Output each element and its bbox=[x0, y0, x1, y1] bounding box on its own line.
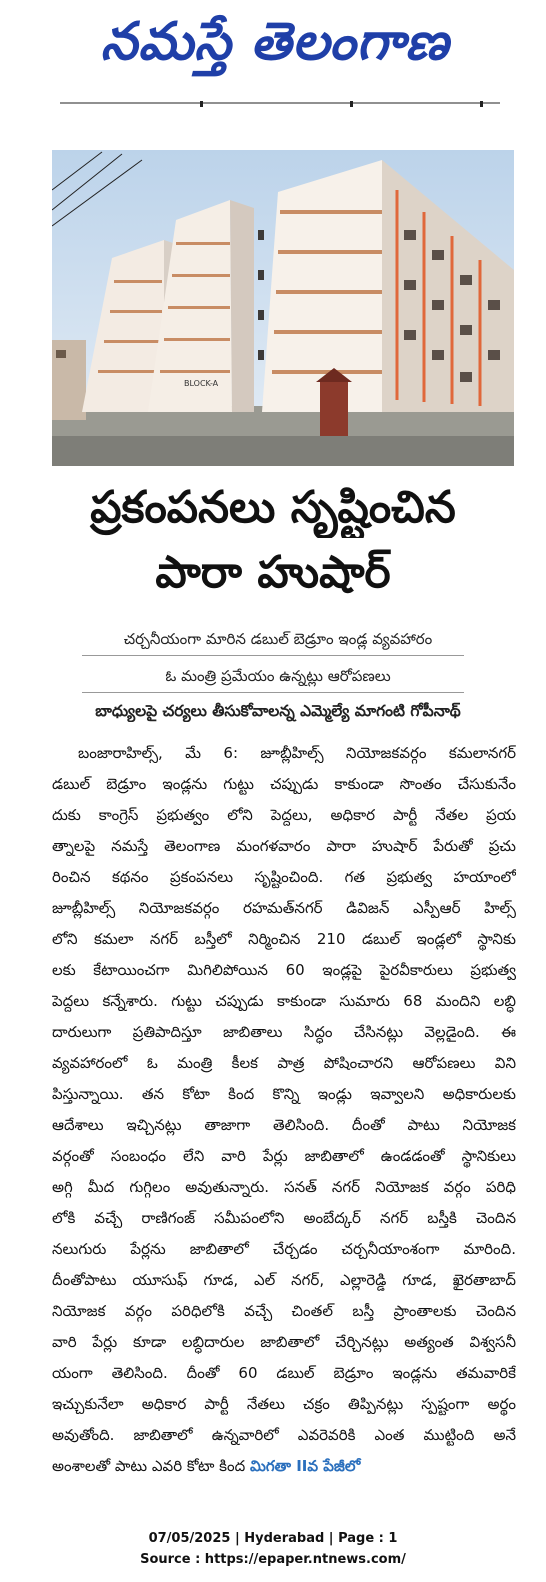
block-label: BLOCK-A bbox=[184, 379, 219, 388]
story-line-text: వారి పేర్లు కూడా లబ్ధిదారుల జాబితాలో చేర్చినట్లు అత్యంత విశ్వసనీ bbox=[52, 1333, 516, 1351]
story-line-text: ఆదేశాలు ఇచ్చినట్లు తాజాగా తెలిసింది. దీంతో పాటు నియోజక bbox=[52, 1116, 516, 1134]
story-line-text: యంగా తెలిసింది. దీంతో 60 డబుల్ బెడ్రూం ఇండ్లను తమవారికే bbox=[52, 1364, 516, 1382]
story-line bbox=[52, 1451, 516, 1482]
story-line bbox=[52, 769, 516, 800]
masthead-rule bbox=[60, 92, 500, 98]
story-line bbox=[52, 1079, 516, 1110]
news-photo bbox=[52, 150, 514, 466]
story-line-text: పెద్దలు కన్నేశారు. గుట్టు చప్పుడు కాకుండా సుమారు 68 మందిని లబ్ధి bbox=[52, 992, 516, 1010]
story-line-text: వర్గంతో సంబంధం లేని వారి పేర్లు జాబితాలో ఉండడంతో స్థానికులు bbox=[52, 1147, 516, 1165]
subhead-2: ఓ మంత్రి ప్రమేయం ఉన్నట్లు ఆరోపణలు bbox=[165, 667, 391, 685]
continued-on-page-link[interactable]: మిగతా IIవ పేజీలో bbox=[249, 1457, 361, 1475]
story-line bbox=[52, 1420, 516, 1451]
apartment-buildings-image bbox=[52, 150, 514, 466]
story-line bbox=[52, 1327, 516, 1358]
story-line-text: అంశాలతో పాటు ఎవరి కోటా కింద bbox=[52, 1457, 246, 1475]
story-line bbox=[52, 1110, 516, 1141]
subhead-1: చర్చనీయంగా మారిన డబుల్ బెడ్రూం ఇండ్ల వ్యవహారం bbox=[123, 630, 433, 648]
story-line-text: నియోజక వర్గం పరిధిలోకి వచ్చే చింతల్ బస్తీ ప్రాంతాలకు చెందిన bbox=[52, 1302, 516, 1320]
story-line-text: అవుతోంది. జాబితాలో ఉన్నవారిలో ఎవరెవరికి ఎంత ముట్టింది అనే bbox=[52, 1426, 516, 1444]
story-line bbox=[52, 862, 516, 893]
story-line-text: వ్యవహారంలో ఓ మంత్రి కీలక పాత్ర పోషించారని ఆరోపణలు విని bbox=[52, 1054, 516, 1072]
story-line bbox=[52, 955, 516, 986]
story-line-text: అగ్గి మీద గుగ్గిలం అవుతున్నారు. సనత్ నగర్ నియోజక వర్గం పరిధి bbox=[52, 1178, 516, 1196]
story-line bbox=[52, 1234, 516, 1265]
story-line-text: లోకి వచ్చే రాణిగంజ్ సమీపంలోని అంబేద్కర్ నగర్ బస్తీకి చెందిన bbox=[52, 1209, 516, 1227]
story-line bbox=[52, 893, 516, 924]
story-line bbox=[52, 1172, 516, 1203]
headline-line-1: ప్రకంపనలు సృష్టించిన bbox=[90, 482, 456, 533]
newspaper-logo: నమస్తే తెలంగాణ bbox=[100, 12, 450, 72]
footer-source: Source : https://epaper.ntnews.com/ bbox=[140, 1552, 406, 1567]
story-line bbox=[52, 738, 516, 769]
subhead-divider bbox=[82, 692, 464, 693]
story-line bbox=[52, 1296, 516, 1327]
story-line bbox=[52, 1265, 516, 1296]
story-line-text: బంజారాహిల్స్, మే 6: జూబ్లీహిల్స్ నియోజకవర్గం కమలానగర్ bbox=[78, 744, 516, 762]
story-line-text: దుకు కాంగ్రెస్ ప్రభుత్వం లోని పెద్దలు, అధికార పార్టీ నేతల ప్రయ bbox=[52, 806, 516, 824]
story-line bbox=[52, 1017, 516, 1048]
story-line-text: దారులుగా ప్రతిపాదిస్తూ జాబితాలు సిద్ధం చేసినట్లు వెల్లడైంది. ఈ bbox=[52, 1023, 516, 1041]
story-line bbox=[52, 986, 516, 1017]
story-line-text: నలుగురు పేర్లను జాబితాలో చేర్చడం చర్చనీయాంశంగా మారింది. bbox=[52, 1240, 516, 1258]
story-line-text: లోని కమలా నగర్ బస్తీలో నిర్మించిన 210 డబుల్ ఇండ్లలో స్థానికు bbox=[52, 930, 516, 948]
story-line bbox=[52, 1389, 516, 1420]
subhead-3: బాధ్యులపై చర్యలు తీసుకోవాలన్న ఎమ్మెల్యే మాగంటి గోపీనాథ్ bbox=[95, 702, 461, 720]
story-line bbox=[52, 1203, 516, 1234]
story-line bbox=[52, 1358, 516, 1389]
story-line-text: డబుల్ బెడ్రూం ఇండ్లను గుట్టు చప్పుడు కాకుండా సొంతం చేసుకునేం bbox=[52, 775, 516, 793]
story-line bbox=[52, 831, 516, 862]
footer-edition-info: 07/05/2025 | Hyderabad | Page : 1 bbox=[148, 1531, 398, 1546]
masthead bbox=[0, 0, 546, 100]
story-line-text: త్నాలపై నమస్తే తెలంగాణ మంగళవారం పారా హుషార్ పేరుతో ప్రచు bbox=[52, 837, 516, 855]
story-line bbox=[52, 800, 516, 831]
story-line-text: పిస్తున్నాయి. తన కోటా కింద కొన్ని ఇండ్లు ఇవ్వాలని అధికారులకు bbox=[52, 1085, 516, 1103]
story-line-text: రించిన కథనం ప్రకంపనలు సృష్టించింది. గత ప్రభుత్వ హయాంలో bbox=[52, 868, 516, 886]
story-line-text: జూబ్లీహిల్స్ నియోజకవర్గం రహమత్‌నగర్ డివిజన్ ఎస్పీఆర్ హిల్స్ bbox=[52, 899, 516, 917]
story-line-text: దీంతోపాటు యూసుఫ్ గూడ, ఎల్ నగర్, ఎల్లారెడ్డి గూడ, ఖైరతాబాద్ bbox=[52, 1271, 516, 1289]
story-line-text: లకు కేటాయించగా మిగిలిపోయిన 60 ఇండ్లపై పైరవీకారులు ప్రభుత్వ bbox=[52, 961, 516, 979]
subhead-divider bbox=[82, 655, 464, 656]
story-body bbox=[52, 738, 516, 1482]
story-line bbox=[52, 1048, 516, 1079]
masthead-divider bbox=[60, 101, 500, 107]
story-line-text: ఇచ్చుకునేలా అధికార పార్టీ నేతలు చక్రం తిప్పినట్లు స్పష్టంగా అర్థం bbox=[52, 1395, 516, 1413]
headline-line-2: పారా హుషార్ bbox=[155, 547, 391, 598]
story-line bbox=[52, 924, 516, 955]
story-line bbox=[52, 1141, 516, 1172]
